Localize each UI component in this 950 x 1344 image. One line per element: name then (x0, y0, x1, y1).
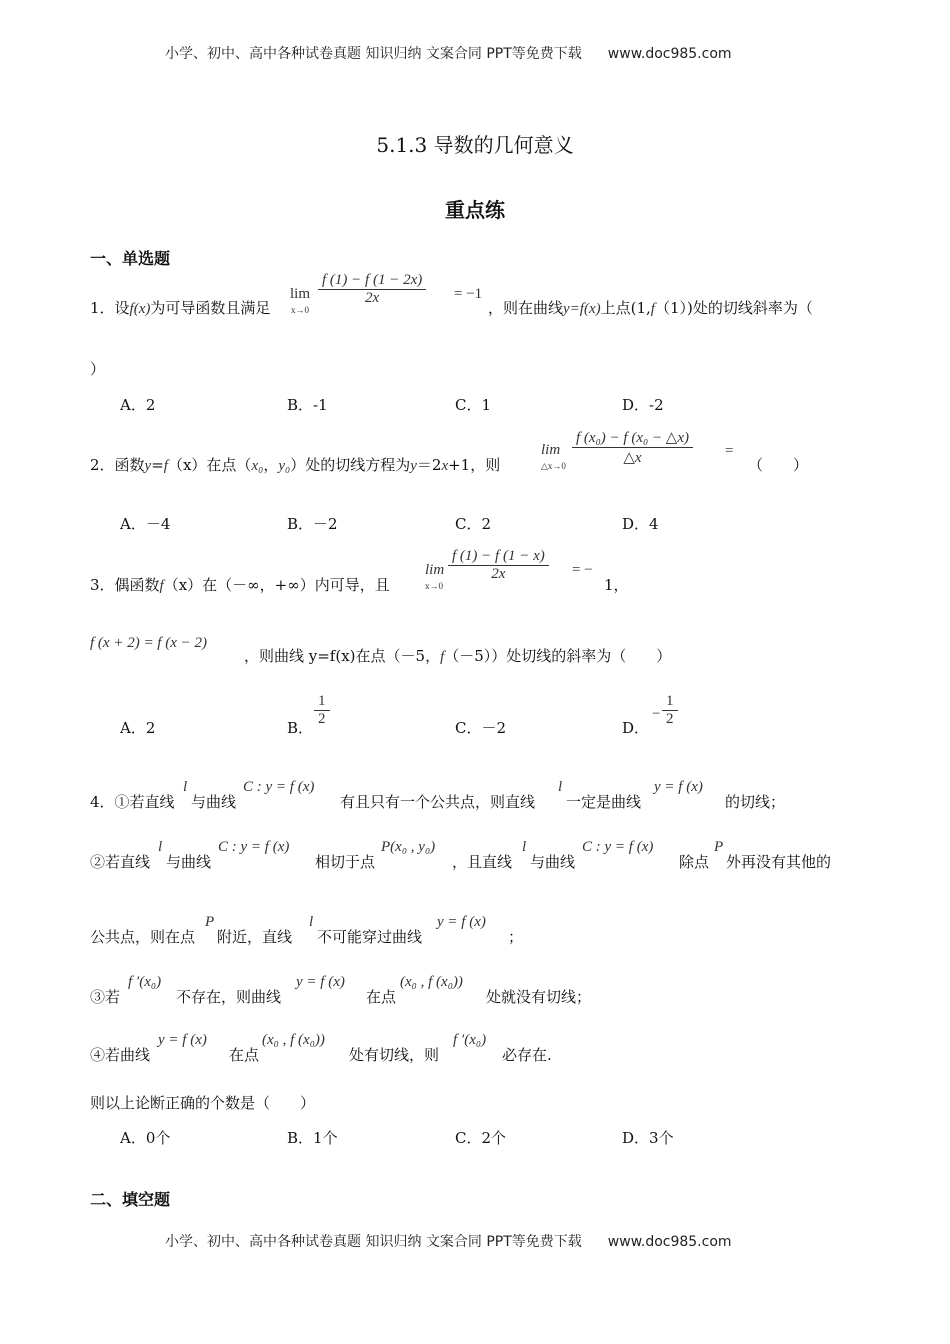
q4-s1a: 4．①若直线 (90, 793, 175, 811)
q2-mid: ）处的切线方程为 (290, 456, 411, 474)
q4-option-b[interactable]: B．1个 (287, 1129, 338, 1147)
q3-f: f (159, 578, 164, 594)
q2-line: y (410, 458, 417, 474)
q3-post: ，则曲线 y=f(x)在点（－5， (244, 647, 441, 665)
q4-fpx0-2: f ′(x₀) (453, 1032, 487, 1048)
q1-post: ，则在曲线 (488, 299, 564, 317)
q1-option-d[interactable]: D．-2 (622, 396, 664, 414)
q4-s2f: 除点 (679, 853, 710, 871)
q4-pt-1: (x₀ , f (x₀)) (400, 974, 463, 990)
q3-lim: lim (425, 562, 445, 578)
q4-s2g: 外再没有其他的 (726, 853, 832, 871)
q4-pt-2: (x₀ , f (x₀)) (262, 1032, 325, 1048)
page-title: 5.1.3 导数的几何意义 (376, 133, 574, 157)
q4-s2d: ，且直线 (452, 853, 513, 871)
section-heading-1: 一、单选题 (90, 249, 171, 268)
q4-P-2: P (205, 914, 215, 930)
q4-s5d: 必存在. (502, 1046, 552, 1064)
q2-lim: lim (541, 442, 561, 458)
q4-s4b: 不存在，则曲线 (176, 988, 282, 1006)
q3-pre: 3．偶函数 (90, 576, 160, 594)
footer-text: 小学、初中、高中各种试卷真题 知识归纳 文案合同 PPT等免费下载 (165, 1234, 582, 1250)
q4-yfx-2: y = f (x) (437, 914, 486, 930)
q4-l-3: l (158, 839, 163, 855)
q2-y: y (144, 458, 152, 474)
q4-l-2: l (558, 779, 563, 795)
q2-paren: （ ） (748, 456, 809, 474)
q4-s4d: 处就没有切线； (486, 988, 592, 1006)
q3-optb-num: 1 (318, 693, 326, 709)
q4-yfx-4: y = f (x) (158, 1032, 207, 1048)
q1-frac-num: f (1) − f (1 − 2x) (322, 272, 423, 288)
q1-mid: 为可导函数且满足 (150, 299, 271, 317)
q1-frac-den: 2x (365, 290, 380, 306)
q4-cyfx-3: C : y = f (x) (582, 839, 654, 855)
q1-lim (290, 286, 310, 303)
question-1-line (90, 297, 270, 318)
q3-option-a[interactable]: A．2 (120, 719, 156, 737)
q4-fpx0-1: f ′(x₀) (128, 974, 162, 990)
q4-s3d: ； (508, 928, 524, 946)
question-1-tail (488, 297, 813, 318)
q4-s1c: 有且只有一个公共点，则直线 (340, 793, 536, 811)
q3-optd-sign: − (652, 706, 661, 722)
question-3-line (90, 574, 390, 595)
q2-option-b[interactable]: B．－2 (287, 515, 338, 533)
q4-l-1: l (183, 779, 188, 795)
q3-option-d[interactable]: D． (622, 719, 650, 737)
q3-optb-den: 2 (318, 711, 326, 727)
q2-f: f (163, 458, 168, 474)
q1-lim-sub: x→0 (291, 305, 309, 315)
q3-option-b[interactable]: B． (287, 719, 314, 737)
q4-yfx-1: y = f (x) (654, 779, 703, 795)
q2-pre: 2．函数 (90, 456, 145, 474)
footer-site: www.doc985.com (607, 1234, 732, 1250)
q2-line3: +1，则 (448, 456, 501, 474)
q3-optd-fraction (662, 693, 678, 728)
page-subtitle: 重点练 (445, 198, 505, 222)
q4-s5a: ④若曲线 (90, 1046, 151, 1064)
q4-s5b: 在点 (229, 1046, 260, 1064)
q3-mid: （x）在（－∞，+∞）内可导，且 (163, 576, 390, 594)
q1-post2: 上点(1, (600, 299, 651, 317)
q2-frac-den: △x (623, 450, 642, 466)
q2-xx: x (441, 458, 449, 474)
q1-pre: 1．设 (90, 299, 130, 317)
q3-lim-sub: x→0 (425, 581, 443, 591)
q3-optd-den: 2 (666, 711, 674, 727)
q3-fraction (448, 548, 549, 583)
q4-cyfx-1: C : y = f (x) (243, 779, 315, 795)
q2-x1: （x）在点（ (167, 456, 252, 474)
q3-optb-fraction (314, 693, 330, 728)
q4-s3a: 公共点，则在点 (90, 928, 196, 946)
q2-option-c[interactable]: C．2 (455, 515, 492, 533)
q2-option-a[interactable]: A．－4 (120, 515, 171, 533)
q2-y0: y₀ (278, 458, 291, 474)
q4-ask: 则以上论断正确的个数是（ ） (90, 1094, 316, 1112)
q4-option-d[interactable]: D．3个 (622, 1129, 674, 1147)
q2-line2: ＝2 (416, 456, 442, 474)
q4-s2e: 与曲线 (530, 853, 576, 871)
q1-fx: f(x) (129, 301, 151, 317)
q4-p0: P(x₀ , y₀) (381, 839, 436, 855)
q2-frac-num: f (x₀) − f (x₀ − △x) (576, 430, 689, 446)
q4-cyfx-2: C : y = f (x) (218, 839, 290, 855)
q1-option-a[interactable]: A．2 (120, 396, 156, 414)
q4-s2a: ②若直线 (90, 853, 151, 871)
q3-frac-num: f (1) − f (1 − x) (452, 548, 545, 564)
page-header (165, 43, 732, 63)
q1-curve: y=f(x) (563, 301, 601, 317)
q4-s4c: 在点 (366, 988, 397, 1006)
q4-s1b: 与曲线 (191, 793, 237, 811)
q4-s4a: ③若 (90, 988, 121, 1006)
q4-l-4: l (522, 839, 527, 855)
q4-s3c: 不可能穿过曲线 (317, 928, 423, 946)
q3-optd-num: 1 (666, 693, 674, 709)
q1-post3: f (650, 301, 655, 317)
header-site: www.doc985.com (607, 46, 732, 62)
question-2-line (90, 454, 500, 475)
q2-option-d[interactable]: D．4 (622, 515, 659, 533)
q4-option-c[interactable]: C．2个 (455, 1129, 507, 1147)
q2-fraction (572, 428, 693, 467)
q3-one: 1， (604, 576, 629, 594)
q2-lim-sub: △x→0 (541, 461, 566, 471)
q4-s1e: 的切线； (725, 793, 786, 811)
q3-post3: （－5））处切线的斜率为（ ） (444, 647, 672, 665)
q3-option-c[interactable]: C．－2 (455, 719, 507, 737)
q4-option-a[interactable]: A．0个 (120, 1129, 171, 1147)
q1-fraction (318, 272, 426, 307)
q1-close-paren: ） (90, 360, 106, 378)
q4-s2b: 与曲线 (166, 853, 212, 871)
q1-post4: （1）)处的切线斜率为（ (654, 299, 813, 317)
q4-P-1: P (714, 839, 724, 855)
q4-l-5: l (309, 914, 314, 930)
q4-s1d: 一定是曲线 (566, 793, 642, 811)
q3-condition: f (x + 2) = f (x − 2) (90, 635, 207, 651)
q4-s5c: 处有切线，则 (349, 1046, 440, 1064)
q1-eq: = −1 (454, 286, 483, 302)
q3-eq: = − (572, 562, 593, 578)
q2-eq1: = (151, 456, 164, 474)
q4-s3b: 附近，直线 (217, 928, 293, 946)
q1-option-b[interactable]: B．-1 (287, 396, 328, 414)
q2-eq: = (725, 443, 734, 459)
question-3-tail (244, 645, 671, 666)
q2-x0: x₀ (251, 458, 264, 474)
section-heading-2: 二、填空题 (90, 1190, 171, 1209)
q4-s2c: 相切于点 (315, 853, 376, 871)
q1-lim-text: lim (290, 286, 311, 302)
q3-frac-den: 2x (491, 566, 506, 582)
q1-option-c[interactable]: C．1 (455, 396, 492, 414)
q2-comma: ， (263, 456, 279, 474)
header-text: 小学、初中、高中各种试卷真题 知识归纳 文案合同 PPT等免费下载 (165, 46, 582, 62)
q4-yfx-3: y = f (x) (296, 974, 345, 990)
q3-post2: f (440, 649, 445, 665)
page-footer (165, 1231, 732, 1251)
